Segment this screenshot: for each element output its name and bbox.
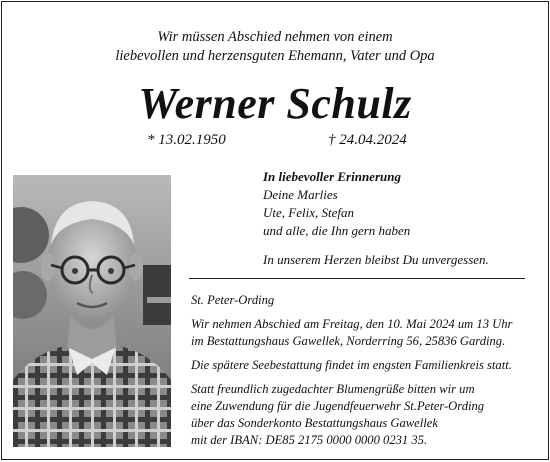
intro-text: [2, 28, 548, 66]
donation-line: eine Zuwendung für die Jugendfeuerwehr St.Peter-Ording: [191, 399, 485, 413]
donation-line: über das Sonderkonto Bestattungshaus Gawellek: [191, 416, 438, 430]
intro-line-2: liebevollen und herzensguten Ehemann, Vater und Opa: [115, 48, 435, 64]
family-line: Deine Marlies: [263, 187, 338, 202]
farewell-line: Wir nehmen Abschied am Freitag, den 10. Mai 2024 um 13 Uhr: [191, 317, 513, 331]
portrait-photo: [13, 175, 171, 447]
farewell-line: im Bestattungshaus Gawellek, Norderring 56, 25836 Garding.: [191, 334, 506, 348]
memory-heading: In liebevoller Erinnerung: [263, 169, 401, 184]
family-block: [263, 168, 410, 240]
donation-line: Statt freundlich zugedachter Blumengrüße bitten wir um: [191, 382, 475, 396]
birth-date: * 13.02.1950: [147, 132, 226, 148]
deceased-name: Werner Schulz: [138, 79, 412, 128]
portrait-illustration: [13, 175, 171, 447]
service-info: [191, 292, 512, 449]
intro-line-1: Wir müssen Abschied nehmen von einem: [157, 29, 393, 45]
family-line: Ute, Felix, Stefan: [263, 205, 354, 220]
family-line: und alle, die Ihn gern haben: [263, 223, 411, 238]
burial-note: Die spätere Seebestattung findet im engsten Familienkreis statt.: [191, 358, 512, 372]
place-name: St. Peter-Ording: [191, 293, 275, 307]
death-date: † 24.04.2024: [328, 132, 407, 148]
donation-iban: mit der IBAN: DE85 2175 0000 0000 0231 35.: [191, 433, 428, 447]
divider: [189, 278, 525, 279]
obituary-card: [1, 1, 549, 460]
memorial-quote: In unserem Herzen bleibst Du unvergessen.: [263, 252, 489, 267]
